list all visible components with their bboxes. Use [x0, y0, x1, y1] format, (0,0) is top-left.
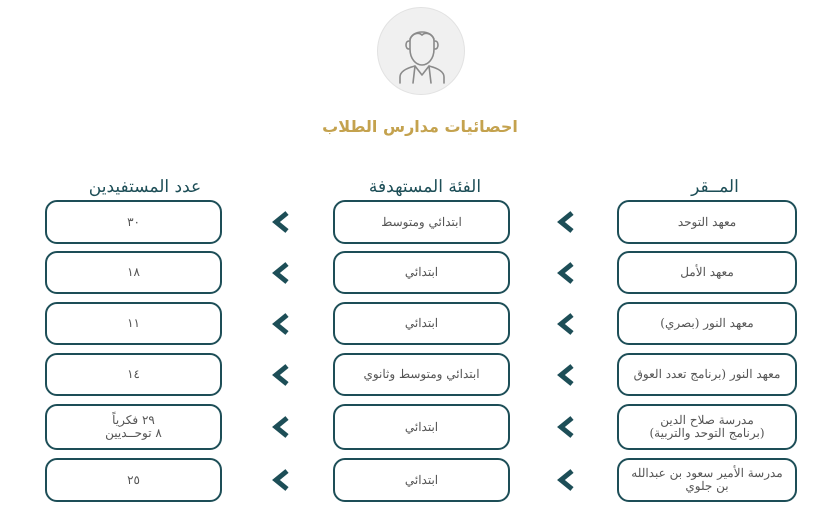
location-box	[617, 458, 797, 502]
count-box-text: ١٨	[127, 265, 140, 279]
target-box	[333, 302, 510, 345]
count-box-text: ١١	[127, 316, 140, 330]
target-box-text: ابتدائي ومتوسط وثانوي	[363, 367, 480, 381]
chevron-left-icon	[557, 211, 575, 233]
count-box-text: ١٤	[127, 367, 140, 381]
user-avatar-icon	[395, 21, 449, 85]
target-box	[333, 458, 510, 502]
location-box-text: مدرسة صلاح الدين	[660, 413, 754, 427]
page-title: احصائيات مدارس الطلاب	[322, 117, 518, 136]
column-header-location: المــقر	[691, 177, 739, 197]
count-box-text: ٢٩ فكرياً	[112, 413, 155, 427]
target-box	[333, 251, 510, 294]
target-box-text: ابتدائي	[404, 265, 439, 279]
location-box-text: معهد الأمل	[680, 265, 734, 279]
location-box	[617, 251, 797, 294]
location-box	[617, 404, 797, 450]
location-box-text: معهد النور (برنامج تعدد العوق	[633, 367, 781, 381]
column-header-count: عدد المستفيدين	[88, 177, 202, 197]
chevron-left-icon	[557, 262, 575, 284]
chevron-left-icon	[557, 364, 575, 386]
count-box	[45, 251, 222, 294]
target-box	[333, 404, 510, 450]
location-box-text: معهد التوحد	[677, 214, 737, 229]
location-box-text: معهد النور (بصري)	[660, 316, 754, 330]
location-box	[617, 302, 797, 345]
count-box	[45, 353, 222, 396]
target-box	[333, 200, 510, 244]
count-box	[45, 200, 222, 244]
target-box	[333, 353, 510, 396]
location-box-text: مدرسة الأمير سعود بن عبدالله	[631, 466, 783, 480]
column-header-target: الفئة المستهدفة	[368, 177, 482, 197]
target-box-text: ابتدائي	[404, 472, 439, 487]
location-box-text: بن جلوي	[685, 479, 729, 493]
location-box	[617, 200, 797, 244]
target-box-text: ابتدائي ومتوسط	[381, 214, 462, 229]
target-box-text: ابتدائي	[404, 419, 439, 434]
count-box	[45, 404, 222, 450]
chevron-left-icon	[272, 211, 290, 233]
count-box	[45, 302, 222, 345]
count-box	[45, 458, 222, 502]
chevron-left-icon	[272, 469, 290, 491]
chevron-left-icon	[557, 313, 575, 335]
chevron-left-icon	[557, 416, 575, 438]
count-box-text: ٢٥	[127, 472, 140, 487]
chevron-left-icon	[272, 364, 290, 386]
location-box	[617, 353, 797, 396]
count-box-text: ٨ توحــديين	[105, 426, 162, 440]
chevron-left-icon	[272, 262, 290, 284]
target-box-text: ابتدائي	[404, 316, 439, 330]
chevron-left-icon	[557, 469, 575, 491]
chevron-left-icon	[272, 416, 290, 438]
chevron-left-icon	[272, 313, 290, 335]
user-avatar	[377, 7, 465, 95]
count-box-text: ٣٠	[127, 214, 140, 229]
location-box-text: (برنامج التوحد والتربية)	[649, 426, 765, 440]
